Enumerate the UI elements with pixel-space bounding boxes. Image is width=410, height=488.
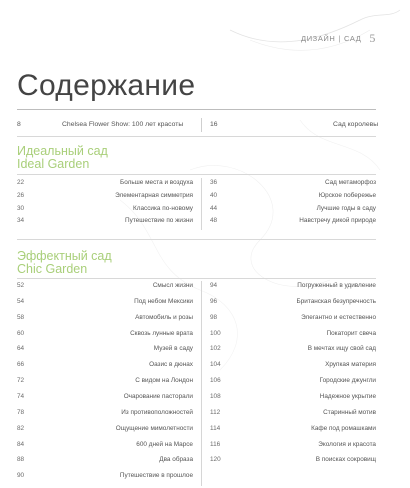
toc-entry[interactable] <box>17 313 193 323</box>
header-separator: | <box>338 34 341 43</box>
toc-entry[interactable] <box>17 455 193 465</box>
toc-page: 114 <box>210 424 221 432</box>
column-divider <box>201 118 202 132</box>
toc-entry[interactable] <box>210 424 376 434</box>
header-section-left: ДИЗАЙН <box>301 34 336 43</box>
toc-entry[interactable] <box>210 455 376 465</box>
toc-entry[interactable] <box>210 392 376 402</box>
toc-page: 22 <box>17 179 25 186</box>
toc-entry[interactable] <box>17 376 193 386</box>
toc-title: Классика по-новому <box>133 204 193 212</box>
header-section-right: САД <box>344 34 362 43</box>
column-divider <box>201 178 202 230</box>
toc-title: Chelsea Flower Show: 100 лет красоты <box>62 121 184 128</box>
toc-page: 72 <box>17 377 25 385</box>
toc-page: 120 <box>210 456 221 464</box>
toc-entry[interactable] <box>210 281 376 291</box>
toc-page: 94 <box>210 282 218 289</box>
toc-page: 84 <box>17 440 25 448</box>
toc-page: 34 <box>17 217 25 225</box>
toc-entry[interactable] <box>17 424 193 434</box>
section-rule <box>17 136 376 137</box>
toc-page: 64 <box>17 345 25 353</box>
toc-entry[interactable] <box>210 440 376 450</box>
section-title-ru: Идеальный сад <box>17 144 108 158</box>
toc-entry[interactable] <box>17 344 193 354</box>
toc-title: Оазис в дюнах <box>149 361 193 369</box>
toc-title: Городские джунгли <box>319 377 376 385</box>
toc-entry[interactable] <box>17 471 193 481</box>
toc-page: 66 <box>17 361 25 369</box>
toc-page: 16 <box>210 121 218 128</box>
toc-entry[interactable] <box>210 178 376 188</box>
toc-page: 116 <box>210 440 221 448</box>
column-divider <box>201 281 202 486</box>
toc-entry[interactable] <box>210 329 376 339</box>
section-rule <box>17 278 376 279</box>
toc-page: 44 <box>210 204 218 212</box>
toc-title: Из противоположностей <box>121 408 193 416</box>
toc-title: Погруженный в удивление <box>297 282 376 289</box>
toc-entry[interactable] <box>17 408 193 418</box>
toc-page: 52 <box>17 282 25 289</box>
toc-page: 36 <box>210 179 218 186</box>
toc-title: Два образа <box>159 456 193 464</box>
toc-title: Элементарная симметрия <box>115 191 193 199</box>
toc-page: 8 <box>17 121 21 128</box>
toc-entry[interactable] <box>17 297 193 307</box>
toc-entry[interactable] <box>17 440 193 450</box>
toc-title: Ощущение мимолетности <box>115 424 193 432</box>
toc-entry[interactable] <box>17 360 193 370</box>
toc-entry[interactable] <box>62 120 183 130</box>
toc-title: Британская безупречность <box>296 297 376 305</box>
toc-page: 100 <box>210 329 221 337</box>
toc-entry[interactable] <box>210 313 376 323</box>
toc-title: Путешествие по жизни <box>125 217 193 225</box>
toc-page: 58 <box>17 313 25 321</box>
toc-page: 102 <box>210 345 221 353</box>
toc-title: Под небом Мексики <box>134 297 193 305</box>
toc-title: Сквозь лунные врата <box>130 329 193 337</box>
toc-page: 40 <box>210 191 218 199</box>
section-title-en: Ideal Garden <box>17 157 90 171</box>
toc-entry[interactable] <box>210 216 376 226</box>
section-rule <box>17 239 376 240</box>
toc-title: Больше места и воздуха <box>120 179 193 186</box>
toc-entry[interactable] <box>17 281 193 291</box>
toc-title: В мечтах ищу свой сад <box>307 345 376 353</box>
toc-title: Старинный мотив <box>323 408 376 416</box>
page-number: 5 <box>369 31 376 45</box>
toc-page: 104 <box>210 361 221 369</box>
toc-entry[interactable] <box>17 204 193 214</box>
toc-page: 26 <box>17 191 25 199</box>
toc-title: Автомобиль и розы <box>135 313 193 321</box>
toc-page: 108 <box>210 392 221 400</box>
toc-page: 78 <box>17 408 25 416</box>
toc-entry[interactable] <box>333 120 378 130</box>
toc-entry[interactable] <box>210 344 376 354</box>
toc-entry[interactable] <box>210 408 376 418</box>
section-title-ru: Эффектный сад <box>17 249 112 263</box>
toc-title: Надежное укрытие <box>319 392 376 400</box>
toc-entry[interactable] <box>210 376 376 386</box>
toc-entry[interactable] <box>17 178 193 188</box>
toc-title: Сад королевы <box>333 121 379 128</box>
toc-page: 82 <box>17 424 25 432</box>
toc-title: Путешествие в прошлое <box>119 472 193 480</box>
toc-entry[interactable] <box>17 392 193 402</box>
toc-page: 90 <box>17 472 25 480</box>
toc-title: Покаторит свеча <box>326 329 376 337</box>
toc-title: 600 дней на Марсе <box>136 440 193 448</box>
toc-page: 98 <box>210 313 218 321</box>
toc-page: 112 <box>210 408 221 416</box>
toc-page: 60 <box>17 329 25 337</box>
toc-title: Хрупкая материя <box>325 361 376 369</box>
toc-page: 48 <box>210 217 218 225</box>
toc-entry[interactable] <box>17 329 193 339</box>
toc-entry[interactable] <box>17 216 193 226</box>
toc-page: 30 <box>17 204 25 212</box>
toc-title: Элегантно и естественно <box>301 313 376 321</box>
toc-entry[interactable] <box>210 204 376 214</box>
toc-page: 54 <box>17 297 25 305</box>
toc-title: Смысл жизни <box>152 282 193 289</box>
toc-title: Экология и красота <box>318 440 376 448</box>
toc-title: Музей в саду <box>153 345 193 353</box>
toc-entry[interactable] <box>210 120 218 130</box>
toc-page: 96 <box>210 297 218 305</box>
title-divider <box>17 109 376 110</box>
toc-title: Сад метаморфоз <box>324 179 376 186</box>
toc-title: В поисках сокровищ <box>315 456 376 464</box>
toc-entry[interactable] <box>210 360 376 370</box>
toc-title: Кафе под ромашками <box>311 424 376 432</box>
toc-title: Юрское побережье <box>318 191 376 199</box>
section-title-en: Chic Garden <box>17 262 88 276</box>
page-title: Содержание <box>17 69 196 102</box>
toc-title: Очарование пасторали <box>123 392 193 400</box>
toc-page: 74 <box>17 392 25 400</box>
running-header <box>301 31 376 46</box>
toc-title: Лучшие годы в саду <box>316 204 376 212</box>
toc-title: С видом на Лондон <box>135 377 193 385</box>
toc-page: 106 <box>210 377 221 385</box>
toc-entry[interactable] <box>210 297 376 307</box>
section-rule <box>17 174 376 175</box>
toc-page: 88 <box>17 456 25 464</box>
toc-entry[interactable] <box>17 120 21 130</box>
toc-title: Навстречу дикой природе <box>299 217 376 225</box>
toc-entry[interactable] <box>210 191 376 201</box>
toc-entry[interactable] <box>17 191 193 201</box>
